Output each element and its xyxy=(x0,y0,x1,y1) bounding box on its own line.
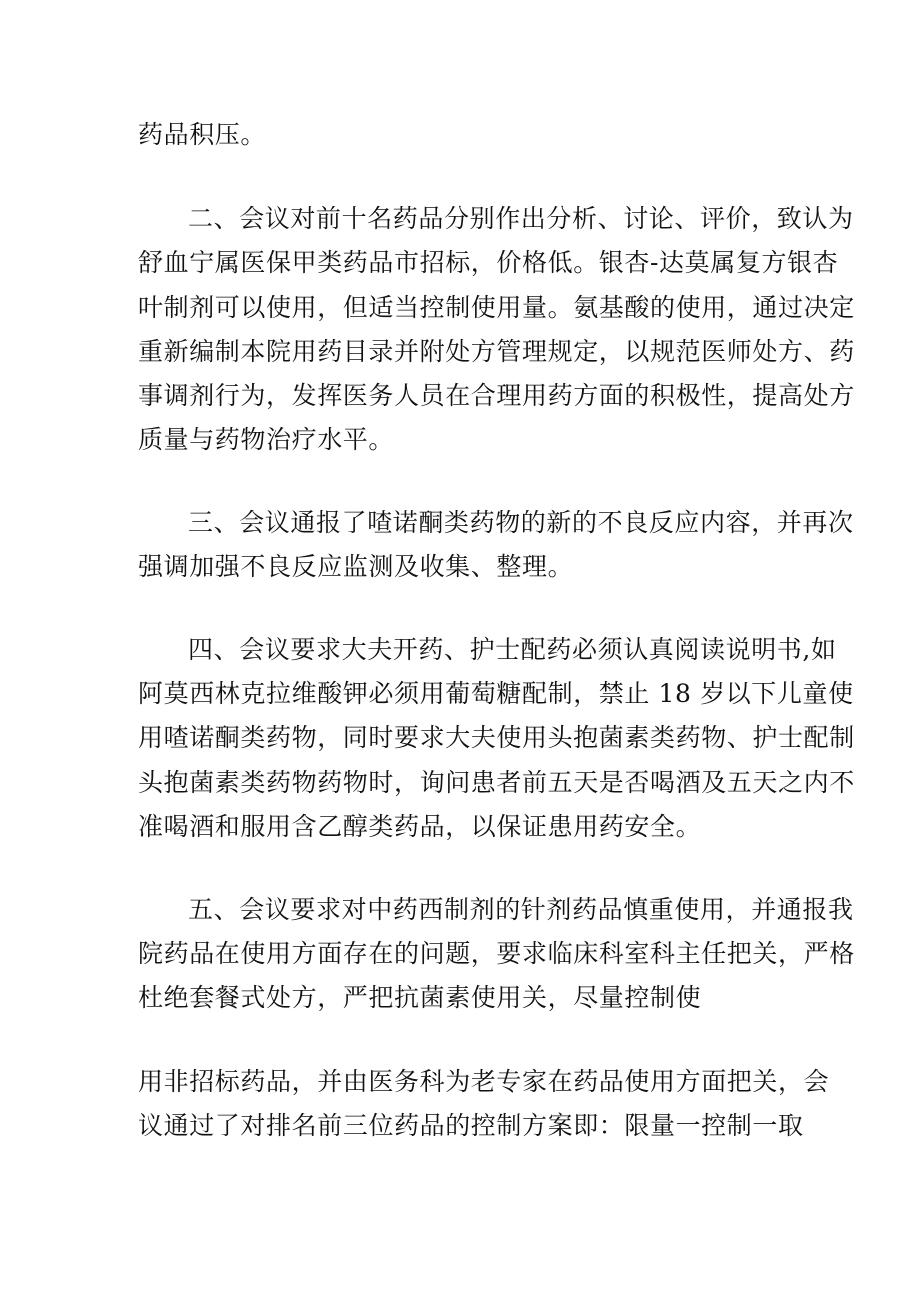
paragraph-0-line-0: 药品积压。 xyxy=(138,120,267,149)
paragraph-1-line-1: 舒血宁属医保甲类药品市招标，价格低。银杏-达莫属复方银杏 xyxy=(138,248,839,277)
paragraph-2-line-0: 三、会议通报了喳诺酮类药物的新的不良反应内容，并再次 xyxy=(188,508,854,537)
paragraph-3-line-3: 头抱菌素类药物药物时，询问患者前五天是否喝酒及五天之内不 xyxy=(138,768,855,797)
paragraph-3-line-4: 准喝酒和服用含乙醇类药品，以保证患用药安全。 xyxy=(138,812,702,841)
paragraph-1-line-5: 质量与药物治疗水平。 xyxy=(138,425,395,454)
paragraph-1-line-2: 叶制剂可以使用，但适当控制使用量。氨基酸的使用，通过决定 xyxy=(138,293,855,322)
paragraph-1-line-0: 二、会议对前十名药品分别作出分析、讨论、评价，致认为 xyxy=(188,204,854,233)
paragraph-1-line-3: 重新编制本院用药目录并附处方管理规定，以规范医师处方、药 xyxy=(138,337,855,366)
paragraph-5-line-0: 用非招标药品，并由医务科为老专家在药品使用方面把关，会 xyxy=(138,1067,830,1096)
paragraph-4-line-1: 院药品在使用方面存在的问题，要求临床科室科主任把关，严格 xyxy=(138,939,855,968)
paragraph-4-line-0: 五、会议要求对中药西制剂的针剂药品慎重使用，并通报我 xyxy=(188,895,854,924)
paragraph-4-line-2: 杜绝套餐式处方，严把抗菌素使用关，尽量控制使 xyxy=(138,983,702,1012)
paragraph-2-line-1: 强调加强不良反应监测及收集、整理。 xyxy=(138,552,574,581)
paragraph-3-line-1: 阿莫西林克拉维酸钾必须用葡萄糖配制，禁止 18 岁以下儿童使 xyxy=(138,679,854,708)
paragraph-1-line-4: 事调剂行为，发挥医务人员在合理用药方面的积极性，提高处方 xyxy=(138,381,855,410)
paragraph-3-line-0: 四、会议要求大夫开药、护士配药必须认真阅读说明书,如 xyxy=(188,635,837,664)
paragraph-3-line-2: 用喳诺酮类药物，同时要求大夫使用头抱菌素类药物、护士配制 xyxy=(138,723,855,752)
paragraph-5-line-1: 议通过了对排名前三位药品的控制方案即：限量一控制一取 xyxy=(138,1111,804,1140)
